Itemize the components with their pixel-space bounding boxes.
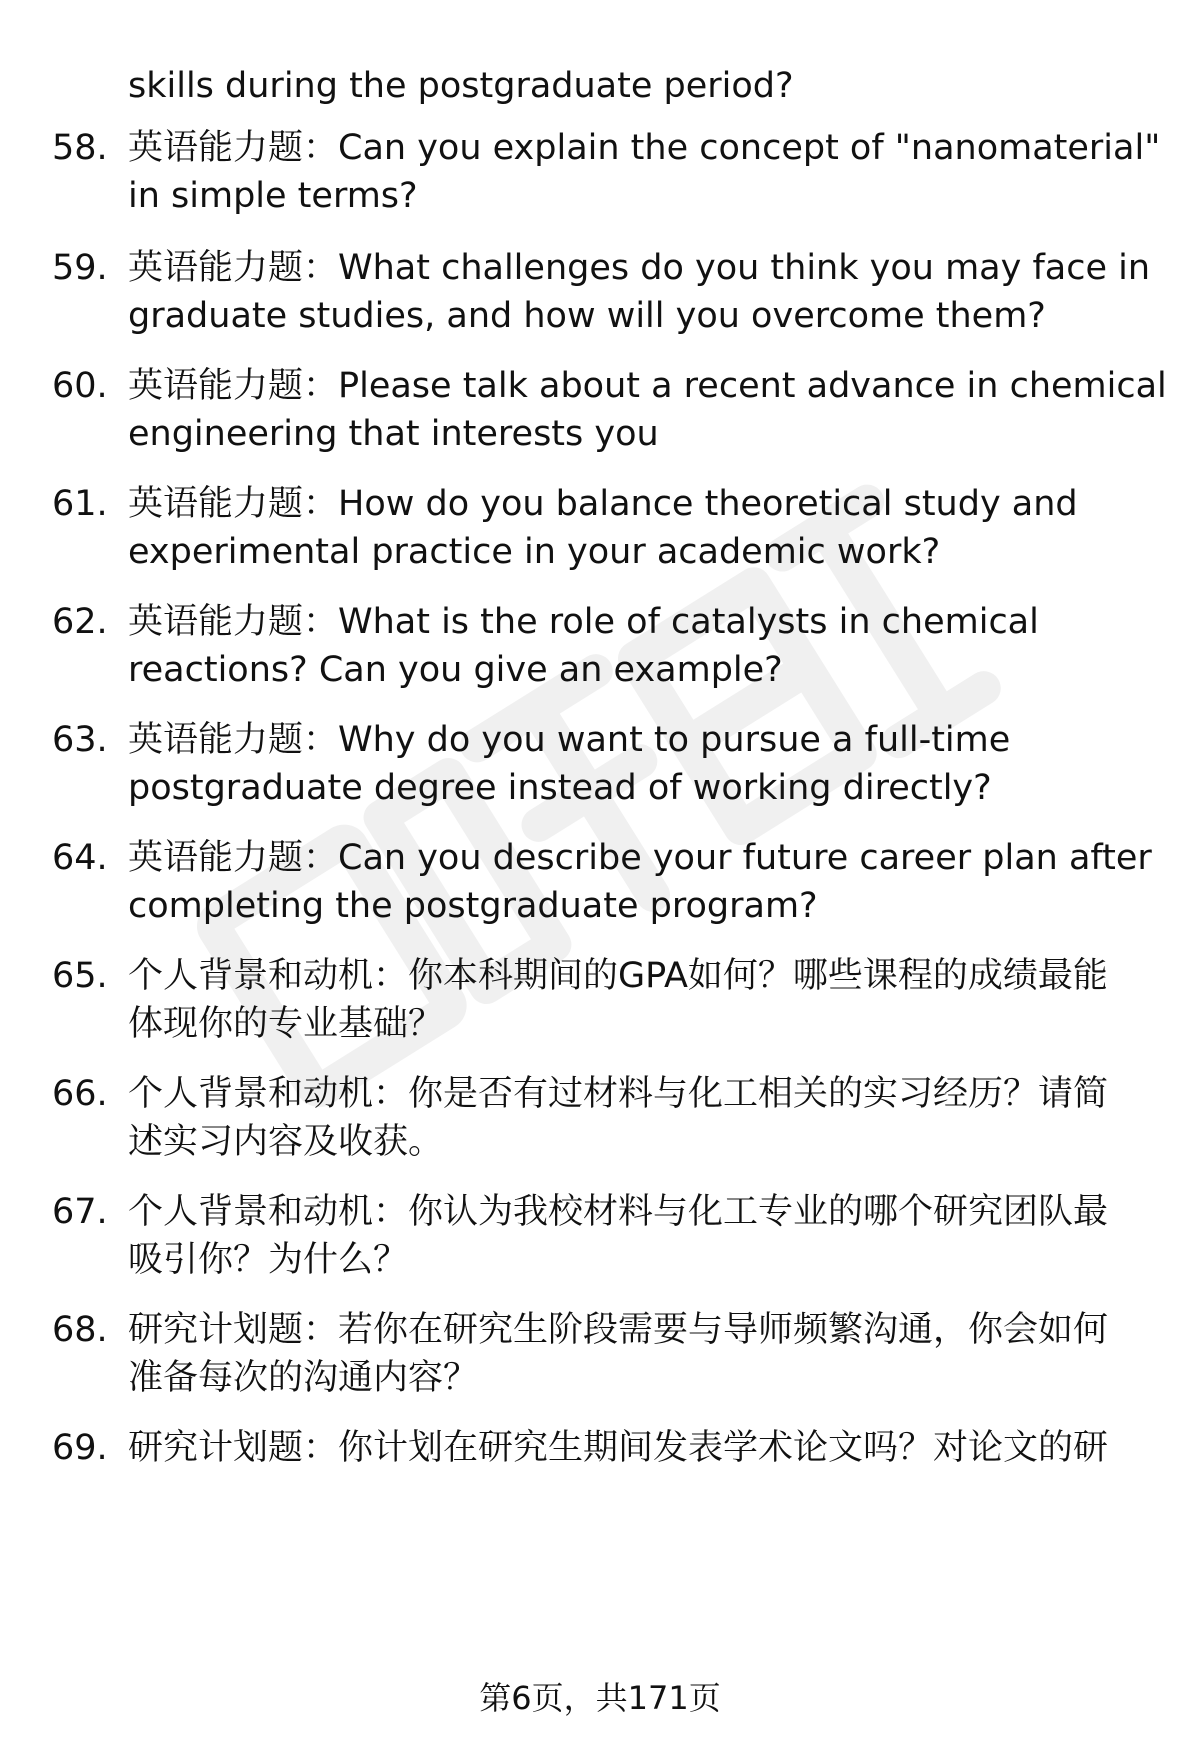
item-number: 61. <box>52 484 108 524</box>
item-line: in simple terms? <box>128 176 418 216</box>
item-text <box>128 124 1168 220</box>
page-footer: 第6页，共171页 <box>479 1679 721 1717</box>
item-line: engineering that interests you <box>128 414 659 454</box>
item-number: 60. <box>52 366 108 406</box>
item-line: 研究计划题：你计划在研究生期间发表学术论文吗？对论文的研 <box>128 1428 1109 1468</box>
item-number: 63. <box>52 720 108 760</box>
item-line: 英语能力题：What is the role of catalysts in chemical <box>128 602 1039 642</box>
item-text <box>128 362 1168 458</box>
item-text <box>128 598 1168 694</box>
item-line: 体现你的专业基础？ <box>128 1004 444 1044</box>
item-number: 64. <box>52 838 108 878</box>
item-number: 67. <box>52 1192 108 1232</box>
item-text <box>128 1424 1168 1472</box>
item-text <box>128 244 1168 340</box>
item-number: 62. <box>52 602 108 642</box>
item-line: 个人背景和动机：你是否有过材料与化工相关的实习经历？请简 <box>128 1074 1109 1114</box>
item-line: completing the postgraduate program? <box>128 886 818 926</box>
item-number: 69. <box>52 1428 108 1468</box>
item-line: 准备每次的沟通内容？ <box>128 1358 479 1398</box>
item-line: 英语能力题：What challenges do you think you may face in <box>128 248 1151 288</box>
item-number: 59. <box>52 248 108 288</box>
item-line: 英语能力题：Can you explain the concept of "nanomaterial" <box>128 128 1161 168</box>
item-text <box>128 480 1168 576</box>
item-line: postgraduate degree instead of working directly? <box>128 768 992 808</box>
item-text <box>128 834 1168 930</box>
item-text <box>128 1070 1168 1166</box>
item-line: 英语能力题：Can you describe your future career plan after <box>128 838 1152 878</box>
item-number: 66. <box>52 1074 108 1114</box>
item-line: 英语能力题：How do you balance theoretical study and <box>128 484 1078 524</box>
item-text <box>128 1306 1168 1402</box>
item-line: 个人背景和动机：你本科期间的GPA如何？哪些课程的成绩最能 <box>128 956 1108 996</box>
item-number: 68. <box>52 1310 108 1350</box>
item-text <box>128 952 1168 1048</box>
item-line: 述实习内容及收获。 <box>128 1122 444 1162</box>
item-number: 65. <box>52 956 108 996</box>
item-text <box>128 1188 1168 1284</box>
item-text <box>128 716 1168 812</box>
continuation-line: skills during the postgraduate period? <box>128 66 794 106</box>
item-line: 个人背景和动机：你认为我校材料与化工专业的哪个研究团队最 <box>128 1192 1109 1232</box>
item-line: experimental practice in your academic work? <box>128 532 941 572</box>
item-line: reactions? Can you give an example? <box>128 650 783 690</box>
item-line: 英语能力题：Please talk about a recent advance in chemical <box>128 366 1167 406</box>
item-line: 吸引你？为什么？ <box>128 1240 409 1280</box>
item-line: graduate studies, and how will you overcome them? <box>128 296 1046 336</box>
item-line: 英语能力题：Why do you want to pursue a full-time <box>128 720 1011 760</box>
item-line: 研究计划题：若你在研究生阶段需要与导师频繁沟通，你会如何 <box>128 1310 1109 1350</box>
item-number: 58. <box>52 128 108 168</box>
